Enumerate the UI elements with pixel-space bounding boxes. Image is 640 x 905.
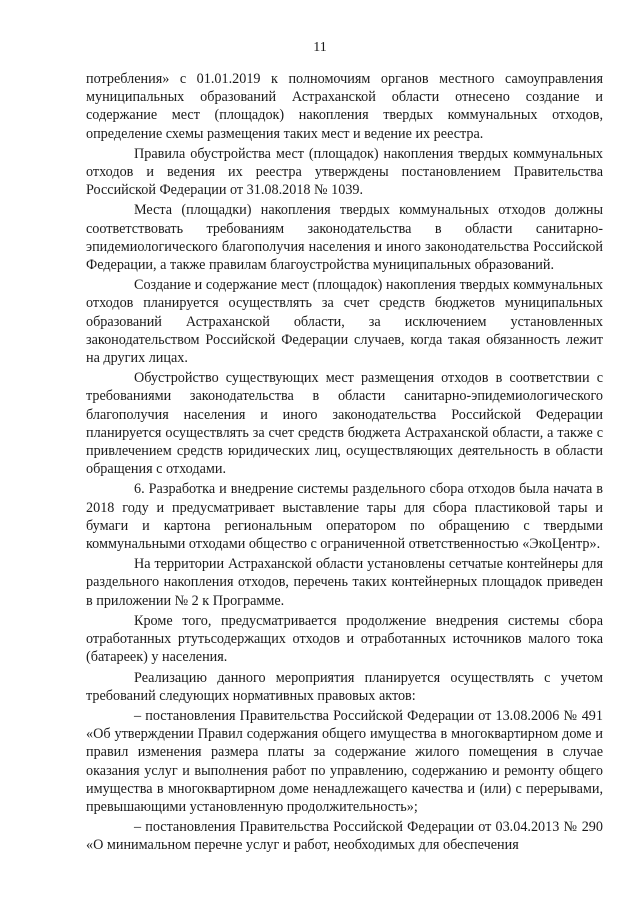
- paragraph-1: потребления» с 01.01.2019 к полномочиям органов местного самоуправления муниципальных образований Астраханской области отнесено создание и содержание мест (площадок) накопления твердых коммунальных отходов, определение схемы размещения таких мест и ведение их реестра.: [86, 71, 603, 142]
- paragraph-3: Места (площадки) накопления твердых коммунальных отходов должны соответствовать требованиям законодательства в области санитарно-эпидемиологического благополучия населения и иного законодательства Российской Федерации, а также правилам благоустройства муниципальных образований.: [86, 202, 603, 274]
- paragraph-9: Реализацию данного мероприятия планируется осуществлять с учетом требований следующих нормативных правовых актов:: [86, 669, 603, 704]
- paragraph-4: Создание и содержание мест (площадок) накопления твердых коммунальных отходов планируется осуществлять за счет средств бюджетов муниципальных образований Астраханской области, за исключением установленных законодательством Российской Федерации случаев, когда такая обязанность лежит на других лицах.: [86, 277, 603, 367]
- paragraph-8: Кроме того, предусматривается продолжение внедрения системы сбора отработанных ртутьсодержащих отходов и отработанных источников малого тока (батареек) у населения.: [86, 612, 603, 666]
- paragraph-7: На территории Астраханской области установлены сетчатые контейнеры для раздельного накопления отходов, перечень таких контейнерных площадок приведен в приложении № 2 к Программе.: [86, 556, 603, 609]
- list-item-1: – постановления Правительства Российской Федерации от 13.08.2006 № 491 «Об утверждении Правил содержания общего имущества в многоквартирном доме и правил изменения размера платы за содержание жилого помещения в случае оказания услуг и выполнения работ по управлению, содержанию и ремонту общего имущества в многоквартирном доме ненадлежащего качества и (или) с перерывами, превышающими установленную продолжительность»;: [86, 707, 603, 815]
- page-number: 11: [313, 40, 327, 55]
- paragraph-6: 6. Разработка и внедрение системы раздельного сбора отходов была начата в 2018 году и предусматривает выставление тары для сбора пластиковой тары и бумаги и картона региональным оператором по обращению с твердыми коммунальными отходами общество с ограниченной ответственностью «ЭкоЦентр».: [86, 481, 603, 553]
- paragraph-5: Обустройство существующих мест размещения отходов в соответствии с требованиями законодательства в области санитарно-эпидемиологического благополучия населения и иного законодательства Российской Федерации планируется осуществлять за счет средств бюджета Астраханской области, а также с привлечением средств юридических лиц, осуществляющих деятельность в области обращения с отходами.: [86, 370, 603, 478]
- list-item-2: – постановления Правительства Российской Федерации от 03.04.2013 № 290 «О минимальном перечне услуг и работ, необходимых для обеспечения: [86, 819, 603, 854]
- paragraph-2: Правила обустройства мест (площадок) накопления твердых коммунальных отходов и ведения их реестра утверждены постановлением Правительства Российской Федерации от 31.08.2018 № 1039.: [86, 145, 603, 199]
- document-body: [86, 70, 603, 857]
